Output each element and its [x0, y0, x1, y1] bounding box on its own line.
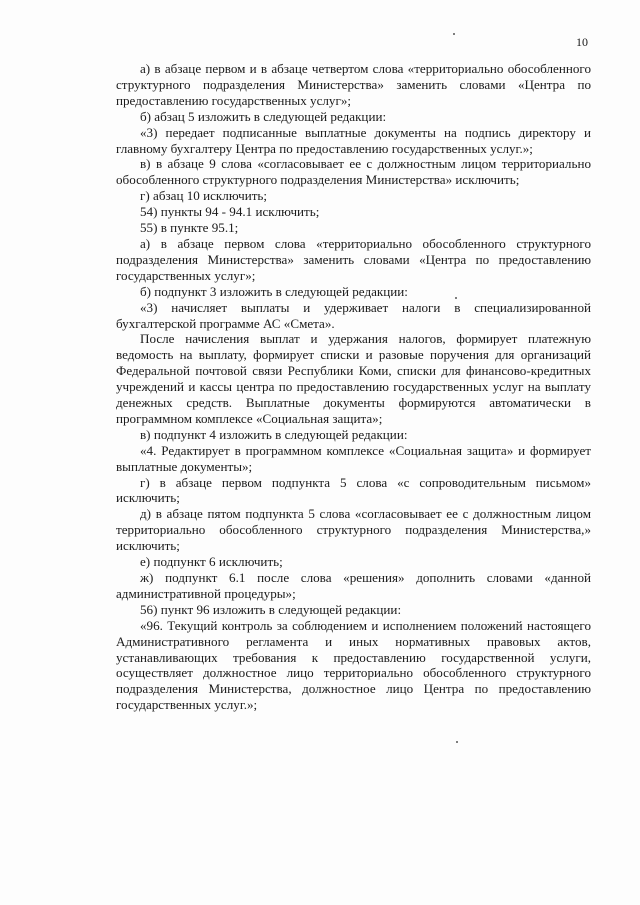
paragraph: 56) пункт 96 изложить в следующей редакции: [140, 601, 402, 617]
paragraph: ж) подпункт 6.1 после слова «решения» дополнить словами «данной административной процедуры»; [116, 570, 591, 601]
page-number: 10 [576, 35, 588, 49]
scan-speck [456, 741, 458, 743]
paragraph: 54) пункты 94 - 94.1 исключить; [140, 204, 320, 220]
paragraph: «3) начисляет выплаты и удерживает налоги в специализированной бухгалтерской программе АС «Смета». [116, 299, 591, 331]
paragraph: г) в абзаце первом подпункта 5 слова «с сопроводительным письмом» исключить; [116, 474, 591, 506]
paragraph: е) подпункт 6 исключить; [140, 554, 283, 570]
paragraph: г) абзац 10 исключить; [140, 188, 268, 204]
paragraph: в) в абзаце 9 слова «согласовывает ее с должностным лицом территориально обособленного структурного подразделения Министерства» исключить; [116, 156, 591, 188]
document-body [116, 61, 591, 713]
paragraph: д) в абзаце пятом подпункта 5 слова «согласовывает ее с должностным лицом территориально обособленного структурного подразделения Министерства,» исключить; [116, 506, 591, 554]
paragraph: в) подпункт 4 изложить в следующей редакции: [140, 426, 408, 442]
scan-speck [453, 33, 455, 35]
paragraph: б) подпункт 3 изложить в следующей редакции: [140, 283, 408, 299]
scan-speck [455, 297, 457, 299]
paragraph: б) абзац 5 изложить в следующей редакции: [140, 108, 387, 124]
paragraph: а) в абзаце первом и в абзаце четвертом слова «территориально обособленного структурного подразделения Министерства» заменить словами «Центра по предоставлению государственных услуг»; [116, 61, 591, 108]
paragraph: «4. Редактирует в программном комплексе «Социальная защита» и формирует выплатные документы»; [116, 442, 591, 474]
paragraph: После начисления выплат и удержания налогов, формирует платежную ведомость на выплату, формирует списки и разовые поручения для организаций Федеральной почтовой связи Республики Коми, списки для финансово-кредитных учреждений и кассы центра по предоставлению государственных услуг на выплату денежных средств. Выплатные документы формируются автоматически в программном комплексе «Социальная защита»; [116, 331, 591, 426]
paragraph: «3) передает подписанные выплатные документы на подпись директору и главному бухгалтеру Центра по предоставлению государственных услуг.»; [116, 124, 591, 156]
paragraph: 55) в пункте 95.1; [140, 220, 239, 236]
paragraph: «96. Текущий контроль за соблюдением и исполнением положений настоящего Административного регламента и иных нормативных правовых актов, устанавливающих требования к предоставлению государственной услуги, осуществляет должностное лицо территориально обособленного структурного подразделения Министерства, должностное лицо Центра по предоставлению государственных услуг.»; [116, 617, 591, 713]
paragraph: а) в абзаце первом слова «территориально обособленного структурного подразделения Министерства» заменить словами «Центра по предоставлению государственных услуг»; [116, 235, 591, 283]
